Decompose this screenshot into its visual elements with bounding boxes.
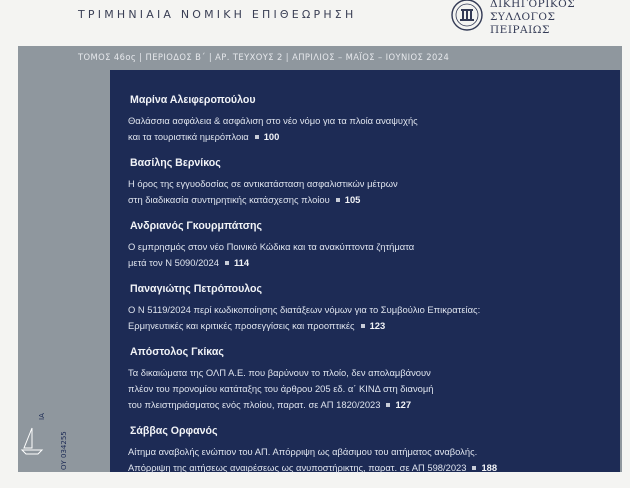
toc-author: Μαρίνα Αλειφεροπούλου [130, 94, 256, 106]
toc-title-text: Ερμηνευτικές και κριτικές προσεγγίσεις και προοπτικές [128, 320, 355, 331]
association-name [490, 0, 575, 37]
journal-title: ΤΡΙΜΗΝΙΑΙΑ ΝΟΜΙΚΗ ΕΠΙΘΕΩΡΗΣΗ [78, 8, 357, 21]
toc-title-line: Αίτημα αναβολής ενώπιον του ΑΠ. Απόρριψη ως αβάσιμου του αιτήματος αναβολής. [128, 446, 478, 457]
toc-title-line: Ο Ν 5119/2024 περί κωδικοποίησης διατάξεων νόμων για το Συμβούλιο Επικρατείας: [128, 304, 481, 315]
bullet-square-icon [255, 135, 259, 139]
toc-title-text: στη διαδικασία συντηρητικής κατάσχεσης πλοίου [128, 194, 330, 205]
table-of-contents [110, 94, 610, 488]
toc-title-text: και τα τουριστικά ημερόπλοια [128, 131, 249, 142]
toc-page: 188 [481, 462, 498, 473]
toc-author: Βασίλης Βερνίκος [130, 157, 221, 169]
issue-bar [18, 46, 622, 68]
toc-title-line [128, 397, 610, 413]
bullet-square-icon [361, 324, 365, 328]
toc-title-line [128, 255, 610, 271]
ship-logo-icon [20, 418, 44, 458]
left-strip [18, 70, 110, 472]
toc-title-line [128, 192, 610, 208]
association-line: ΠΕΙΡΑΙΩΣ [490, 24, 550, 36]
issue-info: ΤΟΜΟΣ 46ος | ΠΕΡΙΟΔΟΣ Β΄ | ΑΡ. ΤΕΥΧΟΥΣ 2 | ΑΠΡΙΛΙΟΣ – ΜΑΪΟΣ – ΙΟΥΝΙΟΣ 2024 [78, 52, 450, 62]
spine-text: ΙΑ [38, 413, 46, 420]
toc-entry [110, 157, 610, 208]
toc-author: Παναγιώτης Πετρόπουλος [130, 283, 263, 295]
toc-title-line: Τα δικαιώματα της ΟΛΠ Α.Ε. που βαρύνουν το πλοίο, δεν απολαμβάνουν [128, 367, 431, 378]
toc-page: 127 [395, 399, 412, 410]
toc-title-line [128, 129, 610, 145]
toc-entry [110, 425, 610, 476]
toc-title-line: Η όρος της εγγυοδοσίας σε αντικατάσταση ασφαλιστικών μέτρων [128, 178, 398, 189]
toc-author: Απόστολος Γκίκας [130, 346, 224, 358]
toc-title-line: Ο εμπρησμός στον νέο Ποινικό Κώδικα και τα ανακύπτοντα ζητήματα [128, 241, 415, 252]
toc-title-text: του πλειστηριάσματος ενός πλοίου, παρατ. σε ΑΠ 1820/2023 [128, 399, 381, 410]
association-line: ΔΙΚΗΓΟΡΙΚΟΣ [490, 0, 576, 10]
spine-code: ΟΥ 034255 [60, 431, 68, 470]
toc-author: Ανδριανός Γκουρμπάτσης [130, 220, 262, 232]
seal-icon [450, 0, 484, 34]
toc-title-text: Απόρριψη της αιτήσεως αναιρέσεως ως ανυποστήρικτης, παρατ. σε ΑΠ 598/2023 [128, 462, 467, 473]
toc-title-line [128, 460, 610, 476]
toc-page: 123 [369, 320, 386, 331]
toc-page: 114 [233, 257, 250, 268]
toc-page: 100 [263, 131, 280, 142]
toc-title-line [128, 318, 610, 334]
toc-entry [110, 346, 610, 413]
association-line: ΣΥΛΛΟΓΟΣ [490, 11, 556, 23]
toc-title-line: Θαλάσσια ασφάλεια & ασφάλιση στο νέο νόμο για τα πλοία αναψυχής [128, 115, 418, 126]
toc-entry [110, 283, 610, 334]
toc-page: 105 [344, 194, 361, 205]
toc-entry [110, 94, 610, 145]
toc-entry [110, 220, 610, 271]
masthead [18, 0, 622, 46]
toc-author: Σάββας Ορφανός [130, 425, 218, 437]
toc-title-line: πλέον του προνομίου κατάταξης του άρθρου 205 εδ. α΄ ΚΙΝΔ στη διανομή [128, 383, 434, 394]
bullet-square-icon [225, 261, 229, 265]
toc-title-text: μετά τον Ν 5090/2024 [128, 257, 219, 268]
bullet-square-icon [472, 466, 476, 470]
bullet-square-icon [386, 403, 390, 407]
bullet-square-icon [336, 198, 340, 202]
